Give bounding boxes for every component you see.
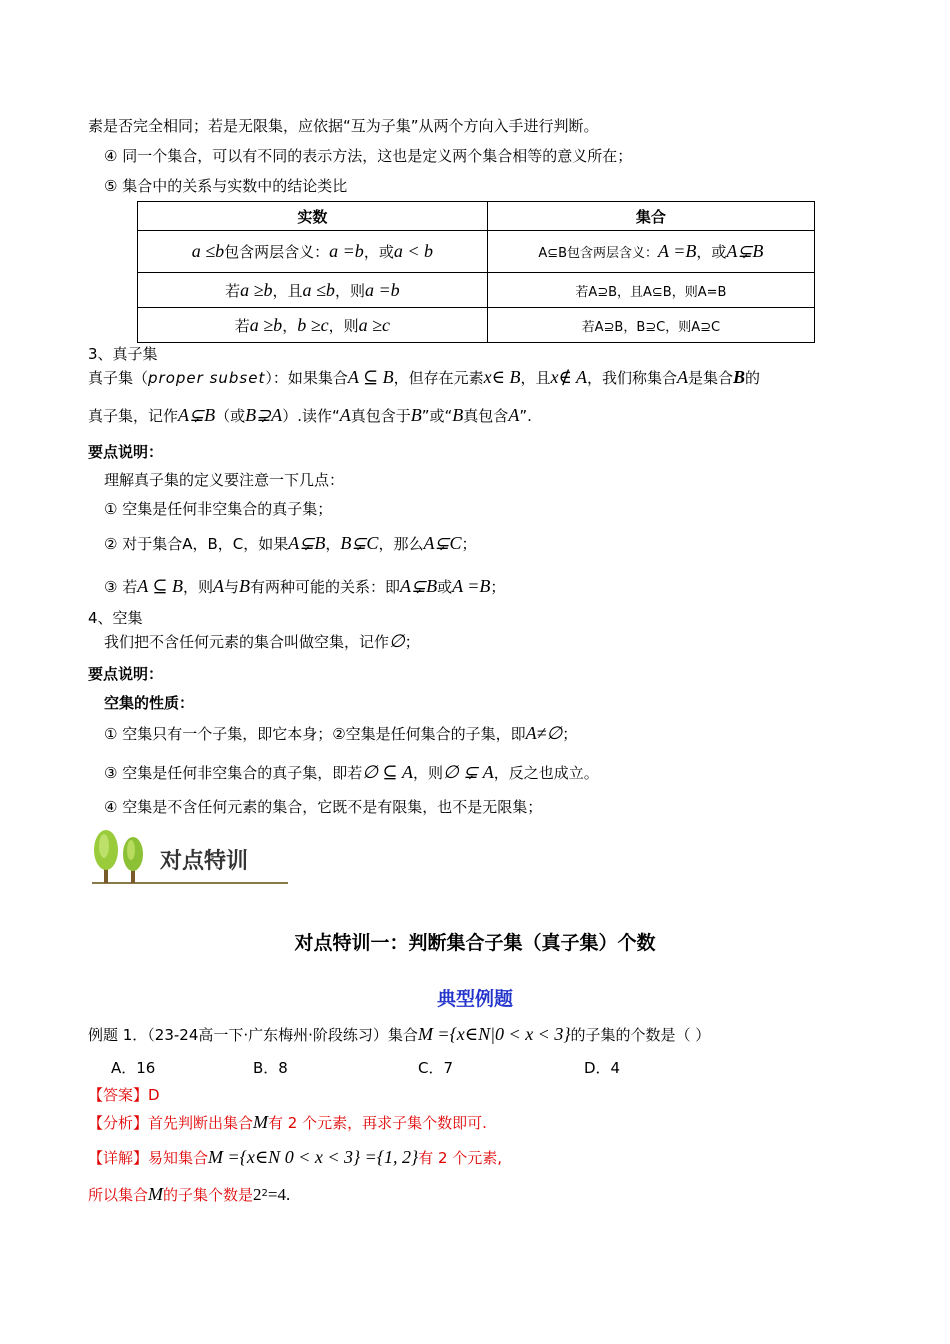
math: B <box>732 367 745 387</box>
cell-text: 包含两层含义： <box>224 243 330 261</box>
analysis-line <box>88 1112 487 1133</box>
math: A≠∅ <box>525 723 563 743</box>
note-heading: 要点说明： <box>88 665 164 683</box>
math: B <box>239 576 250 596</box>
tag: 【答案】 <box>88 1086 149 1104</box>
text: proper subset <box>148 369 266 387</box>
comparison-table <box>137 201 815 343</box>
table-cell: 若A⊇B，且A⊆B，则A=B <box>487 273 814 308</box>
text: ； <box>461 535 477 553</box>
text: 真包含 <box>463 407 509 425</box>
math: A =B <box>658 241 697 261</box>
math: a < b <box>393 241 433 261</box>
text: ”或“ <box>421 407 453 425</box>
text-line <box>104 723 577 744</box>
math: A <box>676 367 688 387</box>
text: ， <box>325 535 341 553</box>
text: ，反之也成立。 <box>493 764 599 782</box>
text-line <box>88 405 532 426</box>
text: 是集合 <box>687 369 733 387</box>
math: a ≥b <box>240 279 273 300</box>
math: B <box>410 405 422 425</box>
math: A⊊B <box>726 241 764 261</box>
text: ； <box>562 725 578 743</box>
math: =4. <box>267 1185 291 1204</box>
sub-heading: 典型例题 <box>436 988 513 1010</box>
table-cell: 若A⊇B，B⊇C，则A⊇C <box>487 308 814 343</box>
text-line: 素是否完全相同；若是无限集，应依据“互为子集”从两个方向入手进行判断。 <box>88 117 599 135</box>
option-c: C．7 <box>418 1059 454 1077</box>
table-cell <box>138 273 488 308</box>
text: 例题 1．（23-24高一下·广东梅州·阶段练习）集合 <box>88 1026 418 1044</box>
option-a: A．16 <box>111 1059 156 1077</box>
section-heading: 对点特训一：判断集合子集（真子集）个数 <box>294 932 656 954</box>
math: a ≥c <box>358 314 390 335</box>
answer-line <box>88 1085 160 1105</box>
text: 或 <box>437 578 453 596</box>
option-b: B．8 <box>253 1059 288 1077</box>
text-line <box>104 762 599 783</box>
math: B⊊C <box>340 533 379 553</box>
conclusion-line <box>88 1184 290 1205</box>
text-line: ① 空集是任何非空集合的真子集； <box>104 500 333 518</box>
math: A <box>212 576 224 596</box>
cell-text: ，或 <box>696 243 727 261</box>
math: x∉ A <box>550 367 587 387</box>
cell-text: A⊆B包含两层含义： <box>538 246 659 261</box>
text: 的 <box>744 369 760 387</box>
cell-text: ，则 <box>328 316 359 335</box>
note-subheading: 空集的性质： <box>104 694 195 712</box>
tag: 【分析】 <box>88 1114 149 1132</box>
banner-label: 对点特训 <box>160 849 249 874</box>
math: A =B <box>452 576 491 596</box>
table-header-cell: 集合 <box>487 202 814 231</box>
text: ，则 <box>412 764 443 782</box>
text: 我们把不含任何元素的集合叫做空集，记作 <box>104 633 390 651</box>
section-title: 4、空集 <box>88 609 143 627</box>
math: A⊊B <box>288 533 326 553</box>
text-line: 理解真子集的定义要注意一下几点： <box>104 471 345 489</box>
section-title: 3、真子集 <box>88 345 158 363</box>
table-row <box>138 202 815 231</box>
text: 的子集个数是 <box>163 1186 254 1204</box>
math: M <box>148 1184 164 1204</box>
cell-text: ，则 <box>334 281 365 300</box>
cell-text: ，或 <box>363 243 394 261</box>
text: ③ 若 <box>104 578 138 596</box>
answer-value: D <box>148 1086 160 1104</box>
text-line <box>104 631 420 652</box>
math: A <box>508 405 520 425</box>
table-cell <box>138 308 488 343</box>
text: ）.读作“ <box>282 407 340 425</box>
table-row <box>138 231 815 273</box>
math: x∈ B <box>483 367 521 387</box>
math: a ≥b <box>249 314 283 335</box>
text-line <box>88 367 760 388</box>
text-line <box>104 533 477 554</box>
text: ”. <box>519 407 532 425</box>
math: 2 <box>253 1185 262 1204</box>
text: ，我们称集合 <box>586 369 677 387</box>
text: 首先判断出集合 <box>148 1114 254 1132</box>
text: （或 <box>215 407 246 425</box>
math: A ⊆ B <box>137 576 183 596</box>
text: 易知集合 <box>148 1149 209 1167</box>
math: a ≤b <box>302 279 335 300</box>
text: 真子集，记作 <box>88 407 179 425</box>
table-header-cell: 实数 <box>138 202 488 231</box>
text: ，且 <box>520 369 551 387</box>
math: A ⊆ B <box>347 367 394 387</box>
math: A⊊C <box>423 533 462 553</box>
section-banner <box>90 828 290 886</box>
exponent: 2 <box>261 1188 268 1199</box>
table-cell <box>487 231 814 273</box>
cell-text: ， <box>282 316 298 335</box>
question-line <box>88 1024 710 1045</box>
math: A⊊B <box>178 405 216 425</box>
math: M <box>253 1112 269 1132</box>
text: ）：如果集合 <box>265 369 348 387</box>
text-line <box>104 576 505 597</box>
math: M ={x∈N 0 < x < 3} ={1, 2} <box>208 1147 419 1167</box>
text: 有两种可能的关系：即 <box>250 578 401 596</box>
text: ，那么 <box>378 535 424 553</box>
cell-text: ，且 <box>272 281 303 300</box>
math: B⊋A <box>245 405 283 425</box>
math: a =b <box>329 241 364 261</box>
math: ∅ ⊊ A <box>443 762 494 782</box>
table-row <box>138 273 815 308</box>
text: 有 2 个元素，再求子集个数即可. <box>268 1114 487 1132</box>
math: A⊊B <box>400 576 438 596</box>
cell-text: 若 <box>225 281 241 300</box>
option-d: D．4 <box>584 1059 621 1077</box>
text: ③ 空集是任何非空集合的真子集，即若 <box>104 764 363 782</box>
text-line: ④ 同一个集合，可以有不同的表示方法，这也是定义两个集合相等的意义所在； <box>104 147 633 165</box>
detail-line <box>88 1147 502 1168</box>
text: 所以集合 <box>88 1186 149 1204</box>
text: ； <box>490 578 506 596</box>
math: M ={x∈N|0 < x < 3} <box>417 1024 571 1044</box>
math: A <box>339 405 351 425</box>
table-cell <box>138 231 488 273</box>
text: ② 对于集合A，B，C，如果 <box>104 535 289 553</box>
math: B <box>452 405 464 425</box>
math: ∅ <box>389 631 405 651</box>
text-line: ⑤ 集合中的关系与实数中的结论类比 <box>104 177 348 195</box>
text: 的子集的个数是（ ） <box>570 1026 711 1044</box>
table-row <box>138 308 815 343</box>
text: 真子集（ <box>88 369 149 387</box>
cell-text: 若 <box>234 316 250 335</box>
tag: 【详解】 <box>88 1149 149 1167</box>
text: 真包含于 <box>350 407 411 425</box>
text: ，但存在元素 <box>393 369 484 387</box>
text: ① 空集只有一个子集，即它本身；②空集是任何集合的子集，即 <box>104 725 526 743</box>
text: ； <box>404 633 420 651</box>
math: ∅ ⊆ A <box>362 762 413 782</box>
text: 有 2 个元素, <box>418 1149 503 1167</box>
math: a ≤b <box>191 241 225 261</box>
text-line: ④ 空集是不含任何元素的集合，它既不是有限集，也不是无限集； <box>104 798 543 816</box>
math: b ≥c <box>297 314 329 335</box>
note-heading: 要点说明： <box>88 443 164 461</box>
text: 与 <box>223 578 239 596</box>
math: a =b <box>364 279 400 300</box>
text: ，则 <box>182 578 213 596</box>
